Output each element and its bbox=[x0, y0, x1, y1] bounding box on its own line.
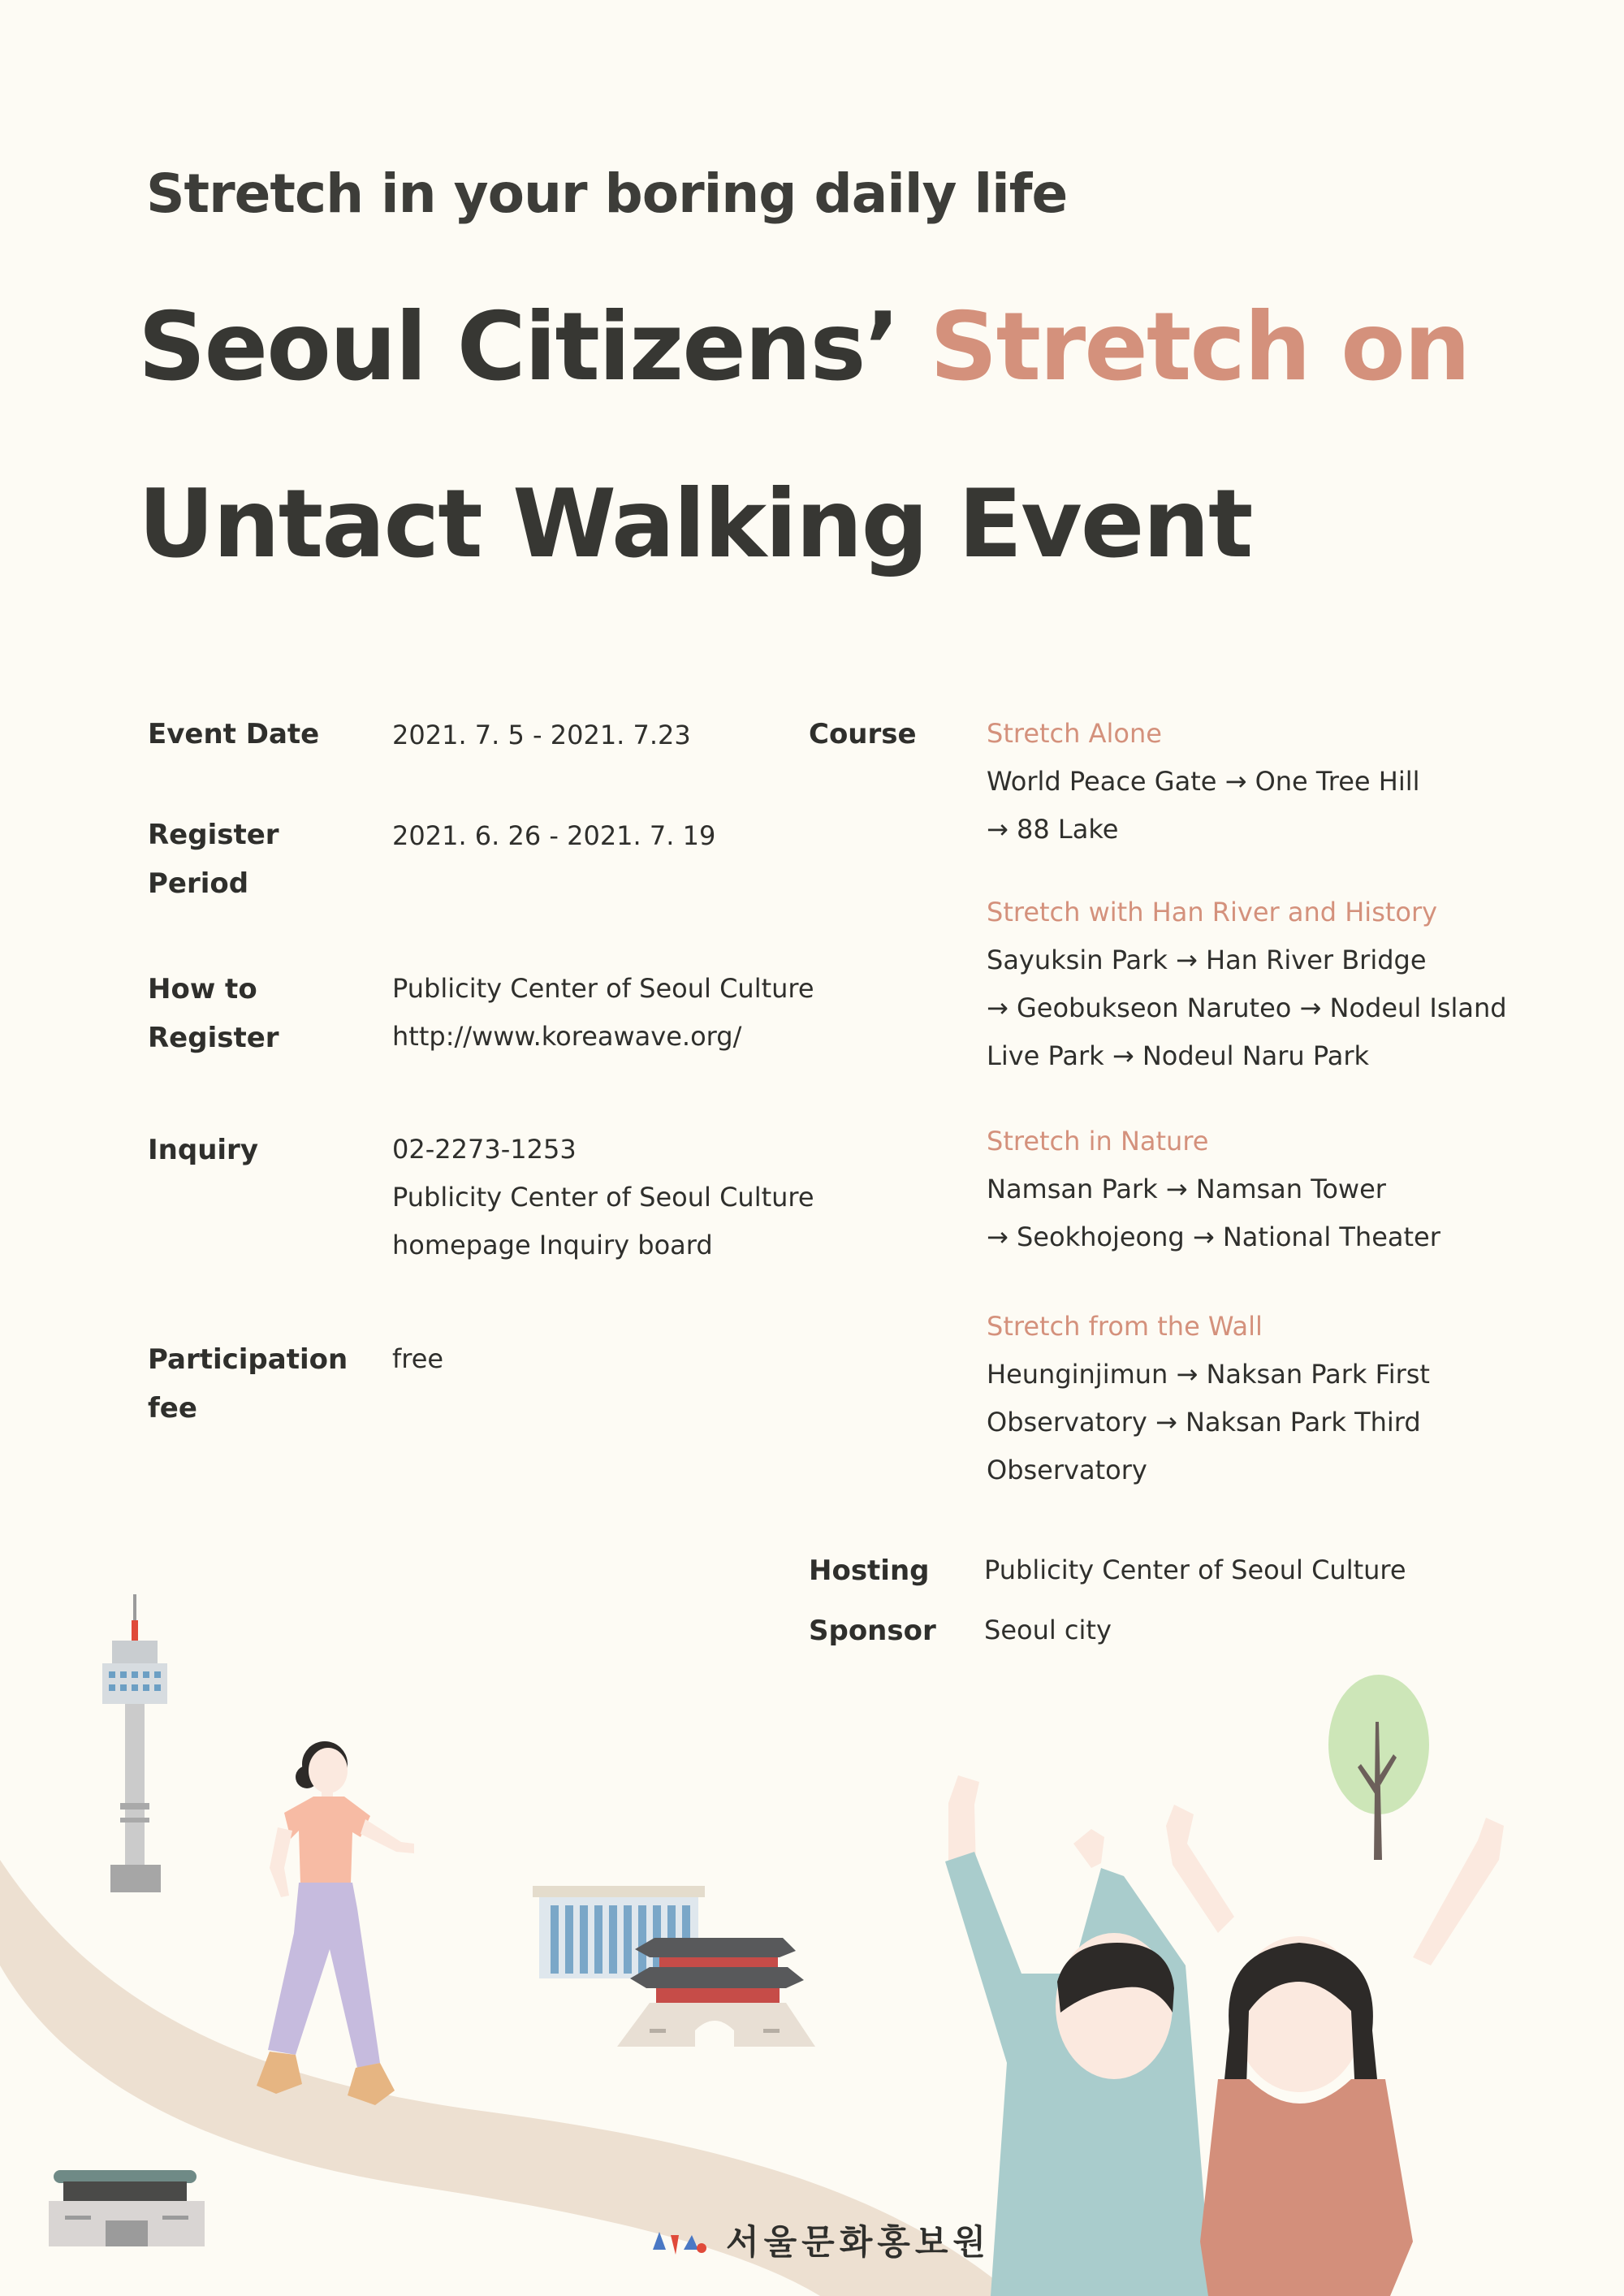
how-to-register-value-line1: Publicity Center of Seoul Culture bbox=[392, 973, 814, 1004]
how-to-register-label bbox=[148, 965, 279, 1062]
participation-fee-value: free bbox=[392, 1343, 444, 1374]
inquiry-line-2: Publicity Center of Seoul Culture bbox=[392, 1182, 814, 1213]
hosting-value: Publicity Center of Seoul Culture bbox=[984, 1554, 1406, 1585]
course-title: Stretch Alone bbox=[987, 718, 1162, 749]
course-route-line: Heunginjimun → Naksan Park First bbox=[987, 1359, 1430, 1390]
tree-icon bbox=[1328, 1675, 1429, 1860]
namsan-tower-icon bbox=[102, 1594, 167, 1892]
sponsor-value: Seoul city bbox=[984, 1615, 1112, 1645]
course-title: Stretch with Han River and History bbox=[987, 897, 1438, 927]
course-title: Stretch in Nature bbox=[987, 1126, 1209, 1157]
footer-logo bbox=[650, 2216, 991, 2264]
course-route-line: → Seokhojeong → National Theater bbox=[987, 1222, 1440, 1252]
register-period-value: 2021. 6. 26 - 2021. 7. 19 bbox=[392, 820, 716, 851]
inquiry-value bbox=[392, 1126, 814, 1269]
logo-text: 서울문화홍보원 bbox=[726, 2222, 991, 2262]
how-to-register-label-line2: Register bbox=[148, 1022, 279, 1054]
course-item bbox=[987, 1303, 1430, 1494]
course-route-line: World Peace Gate → One Tree Hill bbox=[987, 766, 1420, 797]
course-item bbox=[987, 710, 1419, 854]
inquiry-phone: 02-2273-1253 bbox=[392, 1134, 577, 1165]
event-date-value: 2021. 7. 5 - 2021. 7.23 bbox=[392, 720, 691, 750]
course-item bbox=[987, 889, 1507, 1080]
walking-woman-figure bbox=[257, 1741, 414, 2105]
register-period-label bbox=[148, 811, 279, 908]
register-period-label-line2: Period bbox=[148, 867, 249, 900]
event-date-label: Event Date bbox=[148, 718, 320, 750]
course-label: Course bbox=[809, 718, 917, 750]
course-item bbox=[987, 1118, 1440, 1261]
inquiry-label: Inquiry bbox=[148, 1134, 258, 1166]
participation-fee-label-line2: fee bbox=[148, 1392, 197, 1425]
title-line-1 bbox=[138, 292, 1470, 402]
landmark-buildings-icon bbox=[533, 1886, 815, 2047]
title-accent: Stretch on bbox=[930, 292, 1470, 402]
sponsor-label: Sponsor bbox=[809, 1615, 936, 1647]
participation-fee-label-line1: Participation bbox=[148, 1343, 348, 1376]
cheering-woman-figure bbox=[1166, 1805, 1504, 2296]
course-route-line: Observatory bbox=[987, 1455, 1147, 1485]
title-part-1: Seoul Citizens’ bbox=[138, 292, 899, 402]
course-route-line: → 88 Lake bbox=[987, 814, 1119, 845]
participation-fee-label bbox=[148, 1335, 348, 1433]
hosting-label: Hosting bbox=[809, 1554, 930, 1587]
course-route-line: Observatory → Naksan Park Third bbox=[987, 1407, 1421, 1438]
course-route-line: Namsan Park → Namsan Tower bbox=[987, 1174, 1386, 1204]
course-title: Stretch from the Wall bbox=[987, 1311, 1263, 1342]
inquiry-line-3: homepage Inquiry board bbox=[392, 1230, 713, 1260]
register-period-label-line1: Register bbox=[148, 819, 279, 851]
subtitle: Stretch in your boring daily life bbox=[146, 162, 1068, 225]
register-link[interactable]: http://www.koreawave.org/ bbox=[392, 1021, 742, 1052]
course-route-line: → Geobukseon Naruteo → Nodeul Island bbox=[987, 992, 1507, 1023]
how-to-register-value bbox=[392, 965, 814, 1061]
dome-building-icon bbox=[49, 2170, 205, 2246]
title-line-2: Untact Walking Event bbox=[138, 469, 1252, 579]
course-route-line: Sayuksin Park → Han River Bridge bbox=[987, 945, 1427, 975]
course-route-line: Live Park → Nodeul Naru Park bbox=[987, 1040, 1369, 1071]
how-to-register-label-line1: How to bbox=[148, 973, 257, 1005]
